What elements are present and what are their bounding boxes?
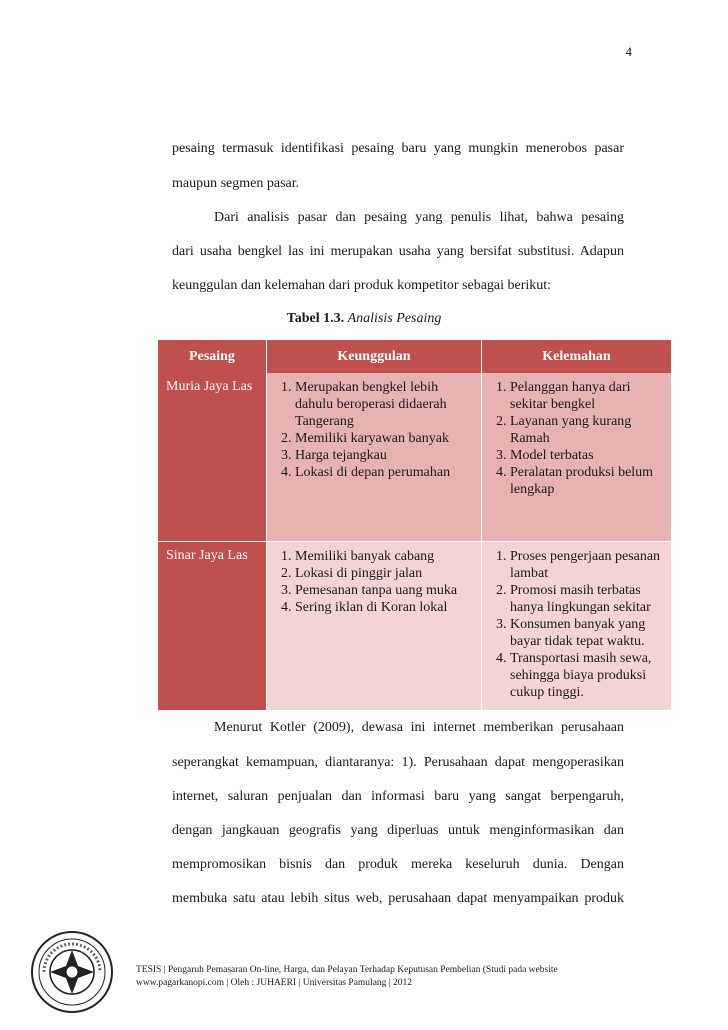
header-keunggulan: Keunggulan bbox=[267, 340, 482, 373]
paragraph-line: dengan jangkauan geografis yang diperluas untuk menginformasikan dan bbox=[172, 823, 624, 838]
table-row bbox=[158, 542, 671, 711]
competitor-table bbox=[158, 340, 671, 711]
list-item: 3. Konsumen banyak yang bayar tidak tepat waktu. bbox=[510, 616, 665, 650]
header-pesaing: Pesaing bbox=[158, 340, 267, 373]
list-item: 1. Memiliki banyak cabang bbox=[295, 548, 475, 565]
list-item: 3. Model terbatas bbox=[510, 447, 665, 464]
caption-title: Analisis Pesaing bbox=[347, 311, 442, 326]
page-number: 4 bbox=[625, 44, 632, 59]
list-item: 1. Merupakan bengkel lebih dahulu beroperasi didaerah Tangerang bbox=[295, 379, 475, 430]
paragraph-line: maupun segmen pasar. bbox=[172, 176, 300, 191]
paragraph-line: seperangkat kemampuan, diantaranya: 1). Perusahaan dapat mengoperasikan bbox=[172, 755, 624, 770]
caption-label: Tabel 1.3. bbox=[286, 311, 345, 326]
list-item: 2. Lokasi di pinggir jalan bbox=[295, 565, 475, 582]
footer-text bbox=[136, 964, 558, 990]
strengths-cell bbox=[267, 542, 482, 711]
list-item: 3. Harga tejangkau bbox=[295, 447, 475, 464]
weaknesses-cell bbox=[482, 373, 672, 542]
paragraph-line: Dari analisis pasar dan pesaing yang penulis lihat, bahwa pesaing bbox=[214, 210, 624, 225]
list-item: 1. Pelanggan hanya dari sekitar bengkel bbox=[510, 379, 665, 413]
list-item: 3. Pemesanan tanpa uang muka bbox=[295, 582, 475, 599]
table-header-row bbox=[158, 340, 671, 373]
competitor-name: Sinar Jaya Las bbox=[158, 542, 267, 711]
table-caption bbox=[0, 311, 728, 327]
list-item: 4. Lokasi di depan perumahan bbox=[295, 464, 475, 481]
paragraph-line: keunggulan dan kelemahan dari produk kompetitor sebagai berikut: bbox=[172, 278, 552, 293]
list-item: 2. Promosi masih terbatas hanya lingkungan sekitar bbox=[510, 582, 665, 616]
table-row bbox=[158, 373, 671, 542]
list-item: 1. Proses pengerjaan pesanan lambat bbox=[510, 548, 665, 582]
paragraph-line: dari usaha bengkel las ini merupakan usaha yang bersifat substitusi. Adapun bbox=[172, 244, 624, 259]
competitor-name: Muria Jaya Las bbox=[158, 373, 267, 542]
list-item: 4. Sering iklan di Koran lokal bbox=[295, 599, 475, 616]
footer-line-1: TESIS | Pengaruh Pemasaran On-line, Harga, dan Pelayan Terhadap Keputusan Pembelian (Studi pada website bbox=[136, 965, 558, 975]
weaknesses-cell bbox=[482, 542, 672, 711]
footer-line-2: www.pagarkanopi.com | Oleh : JUHAERI | Universitas Pamulang | 2012 bbox=[136, 978, 413, 988]
list-item: 4. Peralatan produksi belum lengkap bbox=[510, 464, 665, 498]
paragraph-line: internet, saluran penjualan dan informasi baru yang sangat berpengaruh, bbox=[172, 789, 624, 804]
header-kelemahan: Kelemahan bbox=[482, 340, 672, 373]
paragraph-line: pesaing termasuk identifikasi pesaing baru yang mungkin menerobos pasar bbox=[172, 141, 624, 156]
paragraph-line: mempromosikan bisnis dan produk mereka keseluruh dunia. Dengan bbox=[172, 857, 624, 872]
university-seal-logo bbox=[30, 930, 114, 1014]
list-item: 4. Transportasi masih sewa, sehingga biaya produksi cukup tinggi. bbox=[510, 650, 665, 701]
paragraph-line: membuka satu atau lebih situs web, perusahaan dapat menyampaikan produk bbox=[172, 891, 624, 906]
paragraph-line: Menurut Kotler (2009), dewasa ini internet memberikan perusahaan bbox=[214, 720, 624, 735]
list-item: 2. Layanan yang kurang Ramah bbox=[510, 413, 665, 447]
strengths-cell bbox=[267, 373, 482, 542]
list-item: 2. Memiliki karyawan banyak bbox=[295, 430, 475, 447]
